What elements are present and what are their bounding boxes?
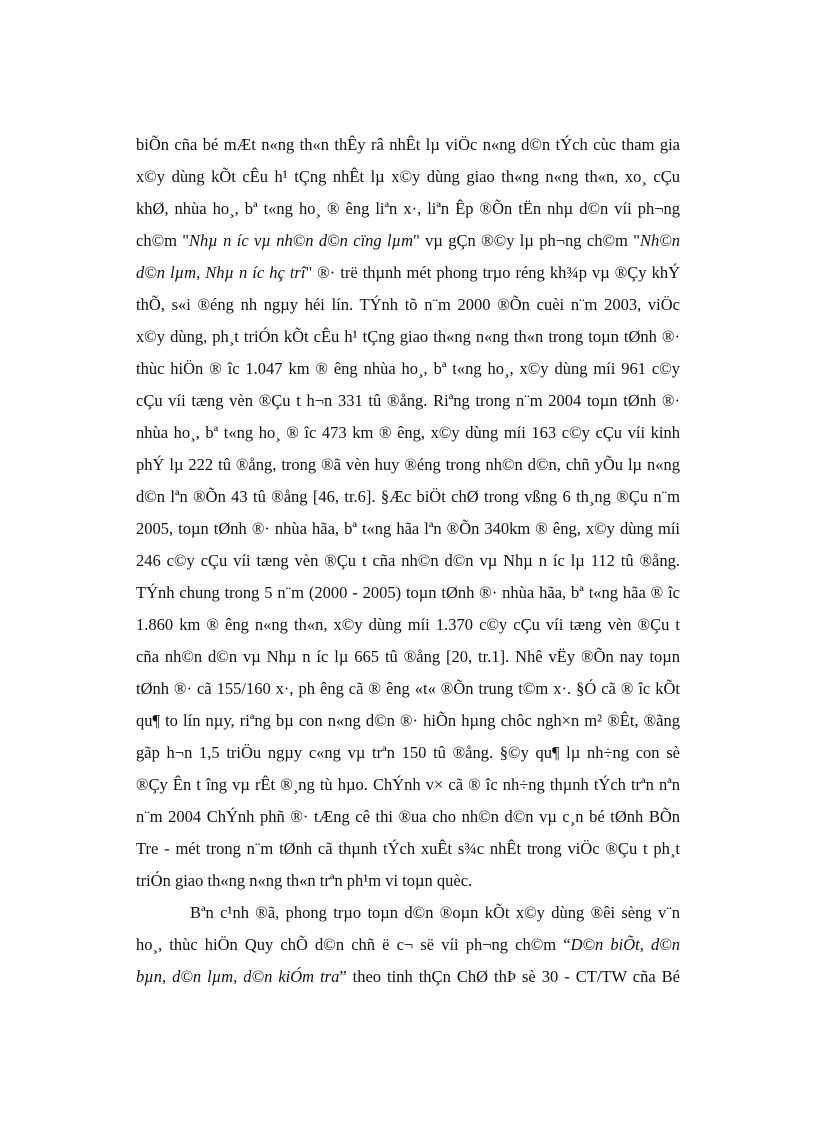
italic-quote: D©n biÕt, d©n [570, 935, 681, 954]
text-line: x©y dùng kÕt cÊu h¹ tÇng nhÊt lµ x©y dùng giao th«ng n«ng th«n, xo¸ cÇu [136, 167, 680, 186]
text-line: triÓn giao th«ng n«ng th«n trªn ph¹m vi toµn quèc. [136, 871, 473, 890]
text-line: 2005, toµn tØnh ®· nhùa hãa, bª t«ng hãa lªn ®Õn 340km ® êng, x©y dùng míi [136, 519, 680, 538]
text-line: d©n lªn ®Õn 43 tû ®ång [46, tr.6]. §Æc biÖt chØ trong vßng 6 th¸ng ®Çu n¨m [136, 487, 680, 506]
text-line: Bªn c¹nh ®ã, phong trµo toµn d©n ®oµn kÕt x©y dùng ®êi sèng v¨n [190, 903, 680, 922]
text-line: Tre - mét trong n¨m tØnh cã thµnh tÝch xuÊt s¾c nhÊt trong viÖc ®Çu t ph¸t [136, 839, 680, 858]
text-line: 246 c©y cÇu víi tæng vèn ®Çu t cña nh©n d©n vµ Nhµ n íc lµ 112 tû ®ång. [136, 551, 680, 570]
text-line: thÕ, s«i ®éng nh ngµy héi lín. TÝnh tõ n¨m 2000 ®Õn cuèi n¨m 2003, viÖc [136, 295, 680, 314]
text-line: ®Çy Ên t îng vµ rÊt ®¸ng tù hµo. ChÝnh v× cã ® îc nh÷ng thµnh tÝch trªn nªn [136, 775, 680, 794]
text-line: TÝnh chung trong 5 n¨m (2000 - 2005) toµn tØnh ®· nhùa hãa, bª t«ng hãa ® îc [136, 583, 680, 602]
text-line: tØnh ®· cã 155/160 x·, ph êng cã ® êng «t« ®Õn trung t©m x·. §Ó cã ® îc kÕt [136, 679, 680, 698]
italic-quote: d©n lµm, Nhµ n íc hç trî [136, 263, 306, 282]
text-line: thùc hiÖn ® îc 1.047 km ® êng nhùa ho¸, bª t«ng ho¸, x©y dùng míi 961 c©y [136, 359, 680, 378]
text-line: cÇu víi tæng vèn ®Çu t h¬n 331 tû ®ång. Riªng trong n¨m 2004 toµn tØnh ®· [136, 391, 680, 410]
italic-quote: Nh©n [639, 231, 680, 250]
text-line: khØ, nhùa ho¸, bª t«ng ho¸ ® êng liªn x·, liªn Êp ®Õn tËn nhµ d©n víi ph¬ng [136, 199, 680, 218]
text-line: ch©m "Nhµ n íc vµ nh©n d©n cïng lµm" vµ gÇn ®©y lµ ph¬ng ch©m "Nh©n [136, 231, 680, 250]
text-line: x©y dùng, ph¸t triÓn kÕt cÊu h¹ tÇng giao th«ng n«ng th«n trong toµn tØnh ®· [136, 327, 680, 346]
text-line: ho¸, thùc hiÖn Quy chÕ d©n chñ ë c¬ së víi ph¬ng ch©m “D©n biÕt, d©n [136, 935, 681, 954]
text-line: biÕn cña bé mÆt n«ng th«n thÊy râ nhÊt lµ viÖc n«ng d©n tÝch cùc tham gia [136, 135, 680, 154]
italic-quote: bµn, d©n lµm, d©n kiÓm tra [136, 967, 340, 986]
text-line: d©n lµm, Nhµ n íc hç trî" ®· trë thµnh mét phong trµo réng kh¾p vµ ®Çy khÝ [136, 263, 680, 282]
text-line: n¨m 2004 ChÝnh phñ ®· tÆng cê thi ®ua cho nh©n d©n vµ c¸n bé tØnh BÕn [136, 807, 680, 826]
text-line: phÝ lµ 222 tû ®ång, trong ®ã vèn huy ®éng trong nh©n d©n, chñ yÕu lµ n«ng [136, 455, 680, 474]
text-line: cña nh©n d©n vµ Nhµ n íc lµ 665 tû ®ång [20, tr.1]. Nhê vËy ®Õn nay toµn [136, 647, 680, 666]
text-line: 1.860 km ® êng n«ng th«n, x©y dùng míi 1.370 c©y cÇu víi tæng vèn ®Çu t [136, 615, 680, 634]
text-line: bµn, d©n lµm, d©n kiÓm tra” theo tinh thÇn ChØ thÞ sè 30 - CT/TW cña Bé [136, 967, 680, 986]
text-line: qu¶ to lín nµy, riªng bµ con n«ng d©n ®· hiÕn hµng chôc ngh×n m² ®Êt, ®ãng [136, 711, 680, 730]
italic-quote: Nhµ n íc vµ nh©n d©n cïng lµm [189, 231, 414, 250]
text-line: gãp h¬n 1,5 triÖu ngµy c«ng vµ trªn 150 tû ®ång. §©y qu¶ lµ nh÷ng con sè [136, 743, 680, 762]
text-line: nhùa ho¸, bª t«ng ho¸ ® îc 473 km ® êng, x©y dùng míi 163 c©y cÇu víi kinh [136, 423, 680, 442]
